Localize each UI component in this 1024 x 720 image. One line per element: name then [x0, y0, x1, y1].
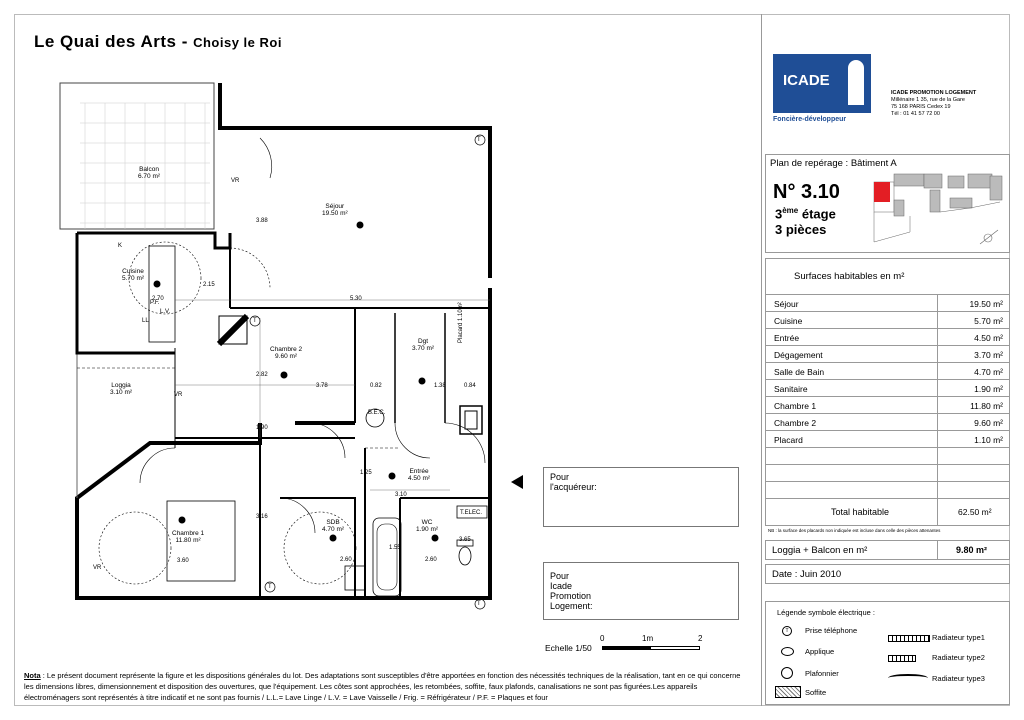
- floor-label: 3ème étage: [775, 206, 836, 222]
- dim-label: 3.65: [459, 537, 471, 543]
- surface-row: Sanitaire 1.90 m²: [766, 380, 1009, 397]
- scale-label: Echelle 1/50: [545, 643, 592, 653]
- dim-label: 3.78: [316, 383, 328, 389]
- t-marker-2: T: [253, 318, 257, 324]
- vr-label-3: VR: [93, 565, 102, 571]
- date-label: Date : Juin 2010: [772, 569, 842, 580]
- surface-row-empty: [766, 448, 1009, 465]
- loggia-value: 9.80 m²: [956, 545, 988, 555]
- label-lv: L.V.: [160, 309, 171, 315]
- label-placard: Placard 1.10m²: [458, 302, 464, 343]
- room-sdb: SDB 4.70 m²: [322, 519, 345, 533]
- k-label: K: [118, 243, 123, 249]
- surfaces-note: NB : la surface des placards non indiquée est incluse dans celle des pièces attenantes: [768, 528, 941, 533]
- dim-label: 3.88: [256, 218, 268, 224]
- room-sejour: Séjour 19.50 m²: [322, 203, 348, 217]
- dim-label: 1.90: [256, 425, 268, 431]
- icade-sign-label: Pour Icade Promotion Logement:: [550, 571, 593, 611]
- total-label: Total habitable: [831, 507, 890, 517]
- t-marker-3: T: [268, 584, 272, 590]
- surface-row: Dégagement 3.70 m²: [766, 346, 1009, 363]
- room-chambre2: Chambre 2 9.60 m²: [270, 346, 303, 360]
- legend-item: Soffite: [805, 688, 827, 697]
- t-marker-4: T: [477, 601, 481, 607]
- lot-number: N° 3.10: [773, 181, 840, 203]
- legend-title: Légende symbole électrique :: [777, 608, 875, 617]
- dim-label: 2.15: [203, 282, 215, 288]
- pf-label: P.F.: [150, 300, 160, 306]
- scale-t1: 1m: [642, 634, 654, 643]
- surface-row: Chambre 1 11.80 m²: [766, 397, 1009, 414]
- logo-text: ICADE: [783, 72, 830, 89]
- surface-row-empty: [766, 465, 1009, 482]
- city-name: Choisy le Roi: [193, 35, 282, 50]
- dim-label: 3.10: [395, 492, 407, 498]
- legend-item: Radiateur type1: [932, 633, 985, 642]
- dim-label: 0.82: [370, 383, 382, 389]
- label-telec: T.ELEC.: [460, 510, 483, 516]
- t-marker-1: T: [477, 137, 481, 143]
- dim-label: 2.60: [340, 557, 352, 563]
- ll-label: LL: [142, 318, 149, 324]
- logo-mark-icon: [848, 60, 864, 105]
- wall-light-icon: [781, 647, 794, 656]
- acquereur-signature-box[interactable]: [543, 467, 739, 527]
- company-info: ICADE PROMOTION LOGEMENT Millénaire 1 35, rue de la Gare 75 168 PARIS Cedex 19 Tél : 01 41 57 72 00: [891, 90, 977, 117]
- surface-row: Chambre 2 9.60 m²: [766, 414, 1009, 431]
- room-balcon: Balcon 6.70 m²: [138, 166, 161, 180]
- vr-label-1: VR: [231, 178, 240, 184]
- legend-item: Prise téléphone: [805, 626, 858, 635]
- room-entree: Entrée 4.50 m²: [408, 468, 431, 482]
- dim-label: 1.55: [389, 545, 401, 551]
- icade-signature-box[interactable]: [543, 562, 739, 620]
- legend-item: Radiateur type2: [932, 653, 985, 662]
- dim-label: 3.60: [177, 558, 189, 564]
- radiator-type2-icon: [888, 655, 916, 662]
- surface-row: Cuisine 5.70 m²: [766, 312, 1009, 329]
- surface-row: Salle de Bain 4.70 m²: [766, 363, 1009, 380]
- room-wc: WC 1.90 m²: [416, 519, 439, 533]
- radiator-type3-icon: [888, 674, 928, 682]
- balcony-outline: [60, 83, 214, 229]
- footer-note: Nota : Le présent document représente la figure et les dispositions générales du lot. Des adaptations sont susceptibles d'être apportées en fonction des nécessités techniques de la réalisation, tant en ce qui concerne les dimensions libres, dimensionnement et disposition des ouvertures, que l'équipement. Les côtes sont approchées, les retombées, soffite, faux plafonds, canalisations ne sont pas figurées.Les appareils électroménagers sont représentés à titre indicatif et ne sont pas fournis / L.L.= Lave Linge / L.V. = Lave Vaisselle / Frig. = Réfrigérateur / P.F. = Plaques et four: [24, 671, 741, 702]
- soffite-icon: [775, 686, 801, 698]
- scale-t2: 2: [698, 634, 703, 643]
- project-name: Le Quai des Arts: [34, 32, 177, 51]
- title-separator: -: [176, 32, 194, 51]
- page-title: [34, 32, 282, 52]
- dim-label: 1.25: [360, 470, 372, 476]
- total-value: 62.50 m²: [958, 507, 992, 517]
- room-dgt: Dgt 3.70 m²: [412, 338, 435, 352]
- loggia-divider: [937, 540, 938, 560]
- phone-outlet-icon: T: [782, 626, 792, 636]
- rooms-label: 3 pièces: [775, 222, 827, 237]
- vr-label-2: VR: [174, 392, 183, 398]
- pointer-arrow-icon: [511, 475, 523, 489]
- ceiling-light-icon: [781, 667, 793, 679]
- label-bec: B.E.C.: [368, 410, 386, 416]
- room-loggia: Loggia 3.10 m²: [110, 382, 133, 396]
- icade-logo: [773, 54, 871, 113]
- dim-label: 2.70: [152, 296, 164, 302]
- dim-label: 5.30: [350, 296, 362, 302]
- room-chambre1: Chambre 1 11.80 m²: [172, 530, 205, 544]
- acquereur-label: Pour l'acquéreur:: [550, 472, 597, 492]
- panel-divider: [761, 14, 762, 706]
- scale-t0: 0: [600, 634, 605, 643]
- radiator-type1-icon: [888, 635, 930, 642]
- surface-row: Entrée 4.50 m²: [766, 329, 1009, 346]
- dim-label: 2.82: [256, 372, 268, 378]
- reperage-heading: Plan de repérage : Bâtiment A: [770, 158, 897, 169]
- legend-item: Applique: [805, 647, 835, 656]
- room-cuisine: Cuisine 5.70 m²: [122, 268, 145, 282]
- legend-item: Radiateur type3: [932, 674, 985, 683]
- legend-item: Plafonnier: [805, 669, 839, 678]
- dim-label: 1.38: [434, 383, 446, 389]
- dim-label: 3.16: [256, 514, 268, 520]
- surface-row-empty: [766, 482, 1009, 499]
- surface-row: Placard 1.10 m²: [766, 431, 1009, 448]
- site-plan-thumbnail: [870, 172, 1008, 250]
- surfaces-title: Surfaces habitables en m²: [794, 271, 905, 282]
- logo-tagline: Foncière-développeur: [773, 116, 847, 123]
- dim-label: 2.60: [425, 557, 437, 563]
- loggia-label: Loggia + Balcon en m²: [772, 545, 868, 556]
- surface-row: Séjour 19.50 m²: [766, 295, 1009, 312]
- scale-bar: [602, 646, 700, 650]
- dim-label: 0.84: [464, 383, 476, 389]
